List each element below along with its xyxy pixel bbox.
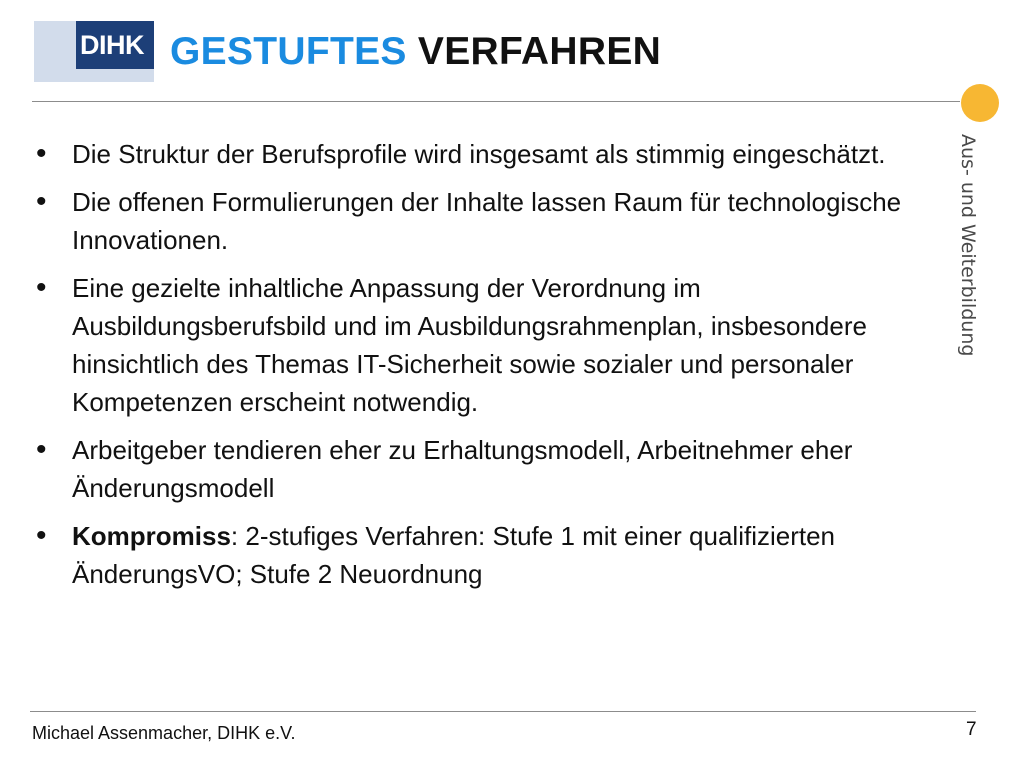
header-divider: [32, 101, 960, 102]
bullet-text: : 2-stufiges Verfahren: Stufe 1 mit einer qualifizierten ÄnderungsVO; Stufe 2 Neuordnung: [72, 521, 836, 589]
bullet-item: [30, 183, 930, 259]
slide-title: [170, 28, 661, 76]
dihk-logo: [34, 21, 154, 82]
bullet-list: [30, 135, 930, 603]
bullet-text: Arbeitgeber tendieren eher zu Erhaltungsmodell, Arbeitnehmer eher Änderungsmodell: [72, 435, 853, 503]
footer-author: Michael Assenmacher, DIHK e.V.: [32, 723, 296, 743]
bullet-text: Die offenen Formulierungen der Inhalte lassen Raum für technologische Innovationen.: [72, 187, 902, 255]
side-label: Aus- und Weiterbildung: [957, 134, 979, 357]
bullet-item: [30, 517, 930, 593]
slide-title-main: VERFAHREN: [417, 30, 662, 73]
bullet-item: [30, 269, 930, 421]
footer-divider: [30, 711, 976, 712]
page-number: 7: [966, 719, 977, 740]
bullet-text: Eine gezielte inhaltliche Anpassung der Verordnung im Ausbildungsberufsbild und im Ausbildungsrahmenplan, insbesondere hinsichtlich des Themas IT-Sicherheit sowie sozialer und personaler Kompetenzen erscheint notwendig.: [72, 273, 867, 417]
bullet-text: Die Struktur der Berufsprofile wird insgesamt als stimmig eingeschätzt.: [72, 139, 886, 169]
orange-circle-icon: [961, 84, 999, 122]
bullet-item: [30, 135, 930, 173]
bullet-item: [30, 431, 930, 507]
dihk-logo-text: DIHK: [76, 21, 154, 69]
bullet-bold-term: Kompromiss: [72, 521, 231, 551]
slide-title-accent: GESTUFTES: [170, 30, 407, 73]
